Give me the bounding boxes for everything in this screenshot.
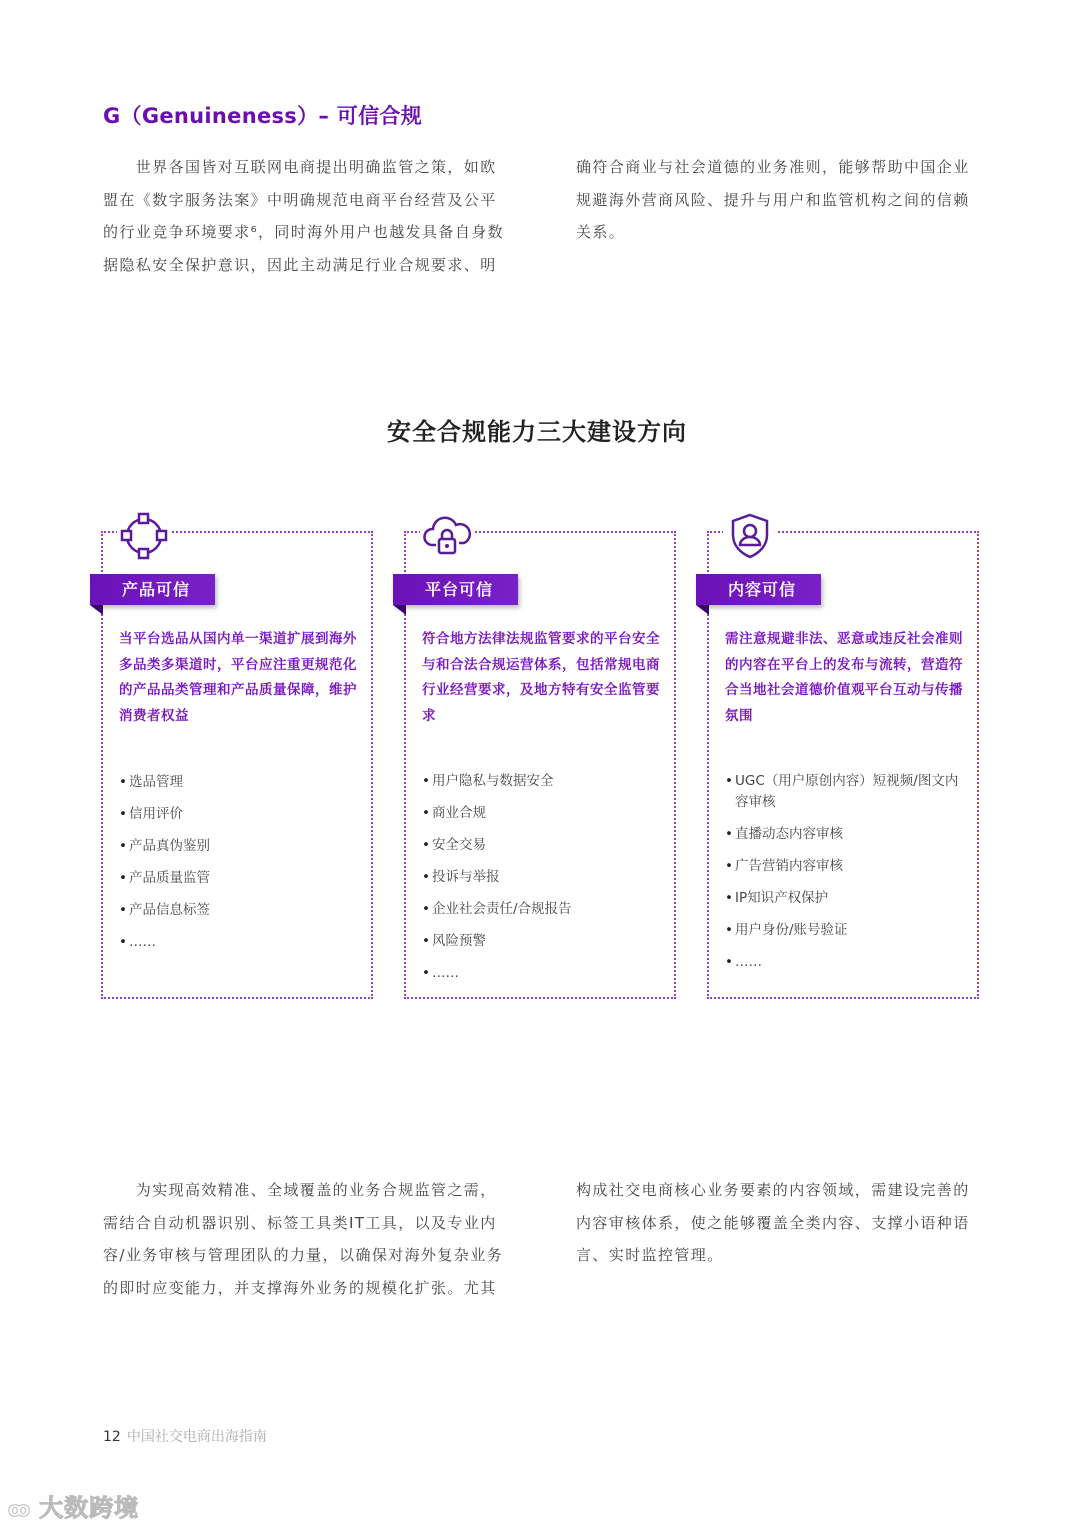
cloud-lock-icon [420,509,474,563]
card-description: 当平台选品从国内单一渠道扩展到海外多品类多渠道时，平台应注重更规范化的产品品类管理和产品质量保障，维护消费者权益 [119,631,357,724]
intro-left [103,151,505,281]
list-item: • 企业社会责任/合规报告 [422,899,672,920]
list-item: • 产品质量监管 [119,868,369,889]
text-line: 关系。 [576,223,626,241]
text-line: 的即时应变能力，并支撑海外业务的规模化扩张。尤其 [103,1278,497,1297]
list-item: • IP知识产权保护 [725,888,963,909]
list-item: • 产品信息标签 [119,900,369,921]
list-item: • 广告营销内容审核 [725,856,963,877]
card-list [422,771,672,995]
text-line: 盟在《数字服务法案》中明确规范电商平台经营及公平 [103,190,497,209]
card-list [725,771,963,984]
page-footer [103,1426,267,1446]
section-heading: G（Genuineness）– 可信合规 [103,104,423,128]
text-line: 需结合自动机器识别、标签工具类IT工具，以及专业内 [103,1213,497,1232]
card-label: 产品可信 [90,574,215,605]
intro-right [576,151,978,249]
list-item: • 产品真伪鉴别 [119,836,369,857]
text-line: 的行业竞争环境要求⁶，同时海外用户也越发具备自身数 [103,223,505,241]
diagram-title: 安全合规能力三大建设方向 [387,418,687,446]
list-item: • 选品管理 [119,772,369,793]
list-item: • 风险预警 [422,931,672,952]
text-line: 内容审核体系，使之能够覆盖全类内容、支撑小语种语 [576,1213,970,1232]
text-line: 据隐私安全保护意识，因此主动满足行业合规要求、明 [103,255,497,274]
text-line: 为实现高效精准、全域覆盖的业务合规监管之需， [103,1181,497,1199]
text-line: 规避海外营商风险、提升与用户和监管机构之间的信赖 [576,190,970,209]
text-line: 世界各国皆对互联网电商提出明确监管之策，如欧 [103,158,497,176]
list-item: • 安全交易 [422,835,672,856]
watermark-logo: ꝏ 大数跨境 [8,1494,140,1522]
list-item: • 商业合规 [422,803,672,824]
card-platform [404,531,676,999]
outro-left [103,1174,505,1304]
list-item: • UGC（用户原创内容）短视频/图文内容审核 [725,771,963,813]
card-label: 内容可信 [696,574,821,605]
text-line: 言、实时监控管理。 [576,1246,724,1264]
page-number: 12 [103,1429,121,1445]
list-item: • 投诉与举报 [422,867,672,888]
card-list [119,772,369,964]
watermark-text: 大数跨境 [39,1494,140,1522]
list-item: • 用户身份/账号验证 [725,920,963,941]
document-title: 中国社交电商出海指南 [126,1429,267,1445]
list-item: • 直播动态内容审核 [725,824,963,845]
card-content [707,531,979,999]
list-item: • …… [422,963,672,984]
card-description: 需注意规避非法、恶意或违反社会准则的内容在平台上的发布与流转，营造符合当地社会道德价值观平台互动与传播氛围 [725,631,963,724]
shield-user-icon [723,509,777,563]
list-item: • 信用评价 [119,804,369,825]
list-item: • 用户隐私与数据安全 [422,771,672,792]
text-line: 容/业务审核与管理团队的力量，以确保对海外复杂业务 [103,1246,504,1264]
text-line: 确符合商业与社会道德的业务准则，能够帮助中国企业 [576,158,970,176]
network-circle-icon [117,509,171,563]
card-description: 符合地方法律法规监管要求的平台安全与和合法合规运营体系，包括常规电商行业经营要求，及地方特有安全监管要求 [422,631,660,724]
card-product [101,531,373,999]
list-item: • …… [119,932,369,953]
card-label: 平台可信 [393,574,518,605]
text-line: 构成社交电商核心业务要素的内容领域，需建设完善的 [576,1181,970,1199]
list-item: • …… [725,952,963,973]
outro-right [576,1174,978,1272]
